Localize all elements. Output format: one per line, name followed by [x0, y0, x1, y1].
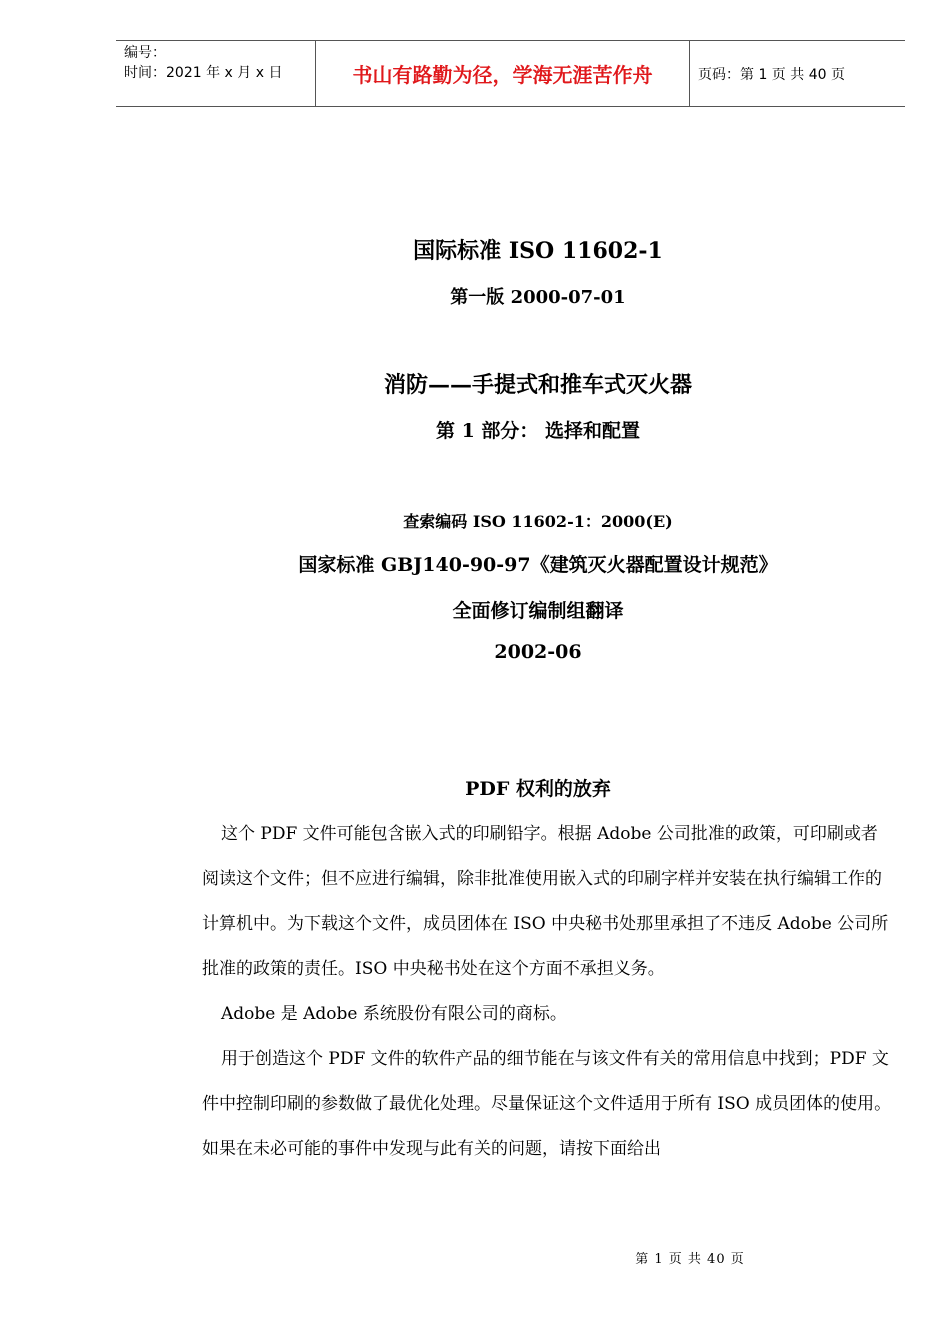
standard-title: 国际标准 ISO 11602-1 [413, 238, 663, 264]
part-title: 第 1 部分： 选择和配置 [435, 420, 641, 442]
number-label: 编号： [124, 45, 166, 61]
paragraph: 用于创造这个 PDF 文件的软件产品的细节能在与该文件有关的常用信息中找到；PDF 文件中控制印刷的参数做了最优化处理。尽量保证这个文件适用于所有 ISO 成员团体的使用。如果在未必可能的事件中发现与此有关的问题，请按下面给出 [202, 1049, 892, 1159]
paragraph: Adobe 是 Adobe 系统股份有限公司的商标。 [221, 1004, 567, 1024]
paragraph: 这个 PDF 文件可能包含嵌入式的印刷铅字。根据 Adobe 公司批准的政策，可印刷或者阅读这个文件；但不应进行编辑，除非批准使用嵌入式的印刷字样并安装在执行编辑工作的计算机中。为下载这个文件，成员团体在 ISO 中央秘书处那里承担了不违反 Adobe 公司所批准的政策的责任。ISO 中央秘书处在这个方面不承担义务。 [202, 824, 889, 979]
section-heading: PDF 权利的放弃 [465, 778, 611, 800]
header-page-info: 页码：第 1 页 共 40 页 [698, 66, 845, 83]
translator-line: 全面修订编制组翻译 [452, 600, 624, 622]
edition-line: 第一版 2000-07-01 [450, 287, 626, 308]
reference-code: 查索编码 ISO 11602-1：2000(E) [403, 512, 673, 531]
national-standard: 国家标准 GBJ140-90-97《建筑灭火器配置设计规范》 [298, 554, 778, 576]
header-motto: 书山有路勤为径，学海无涯苦作舟 [316, 41, 690, 106]
main-title: 消防——手提式和推车式灭火器 [383, 372, 692, 398]
page-header [116, 40, 905, 107]
page-footer: 第 1 页 共 40 页 [635, 1252, 745, 1267]
disclaimer-body [202, 812, 892, 1172]
time-label: 时间：2021 年 x 月 x 日 [124, 65, 283, 81]
translation-date: 2002-06 [494, 641, 582, 663]
header-info-cell [116, 41, 316, 106]
